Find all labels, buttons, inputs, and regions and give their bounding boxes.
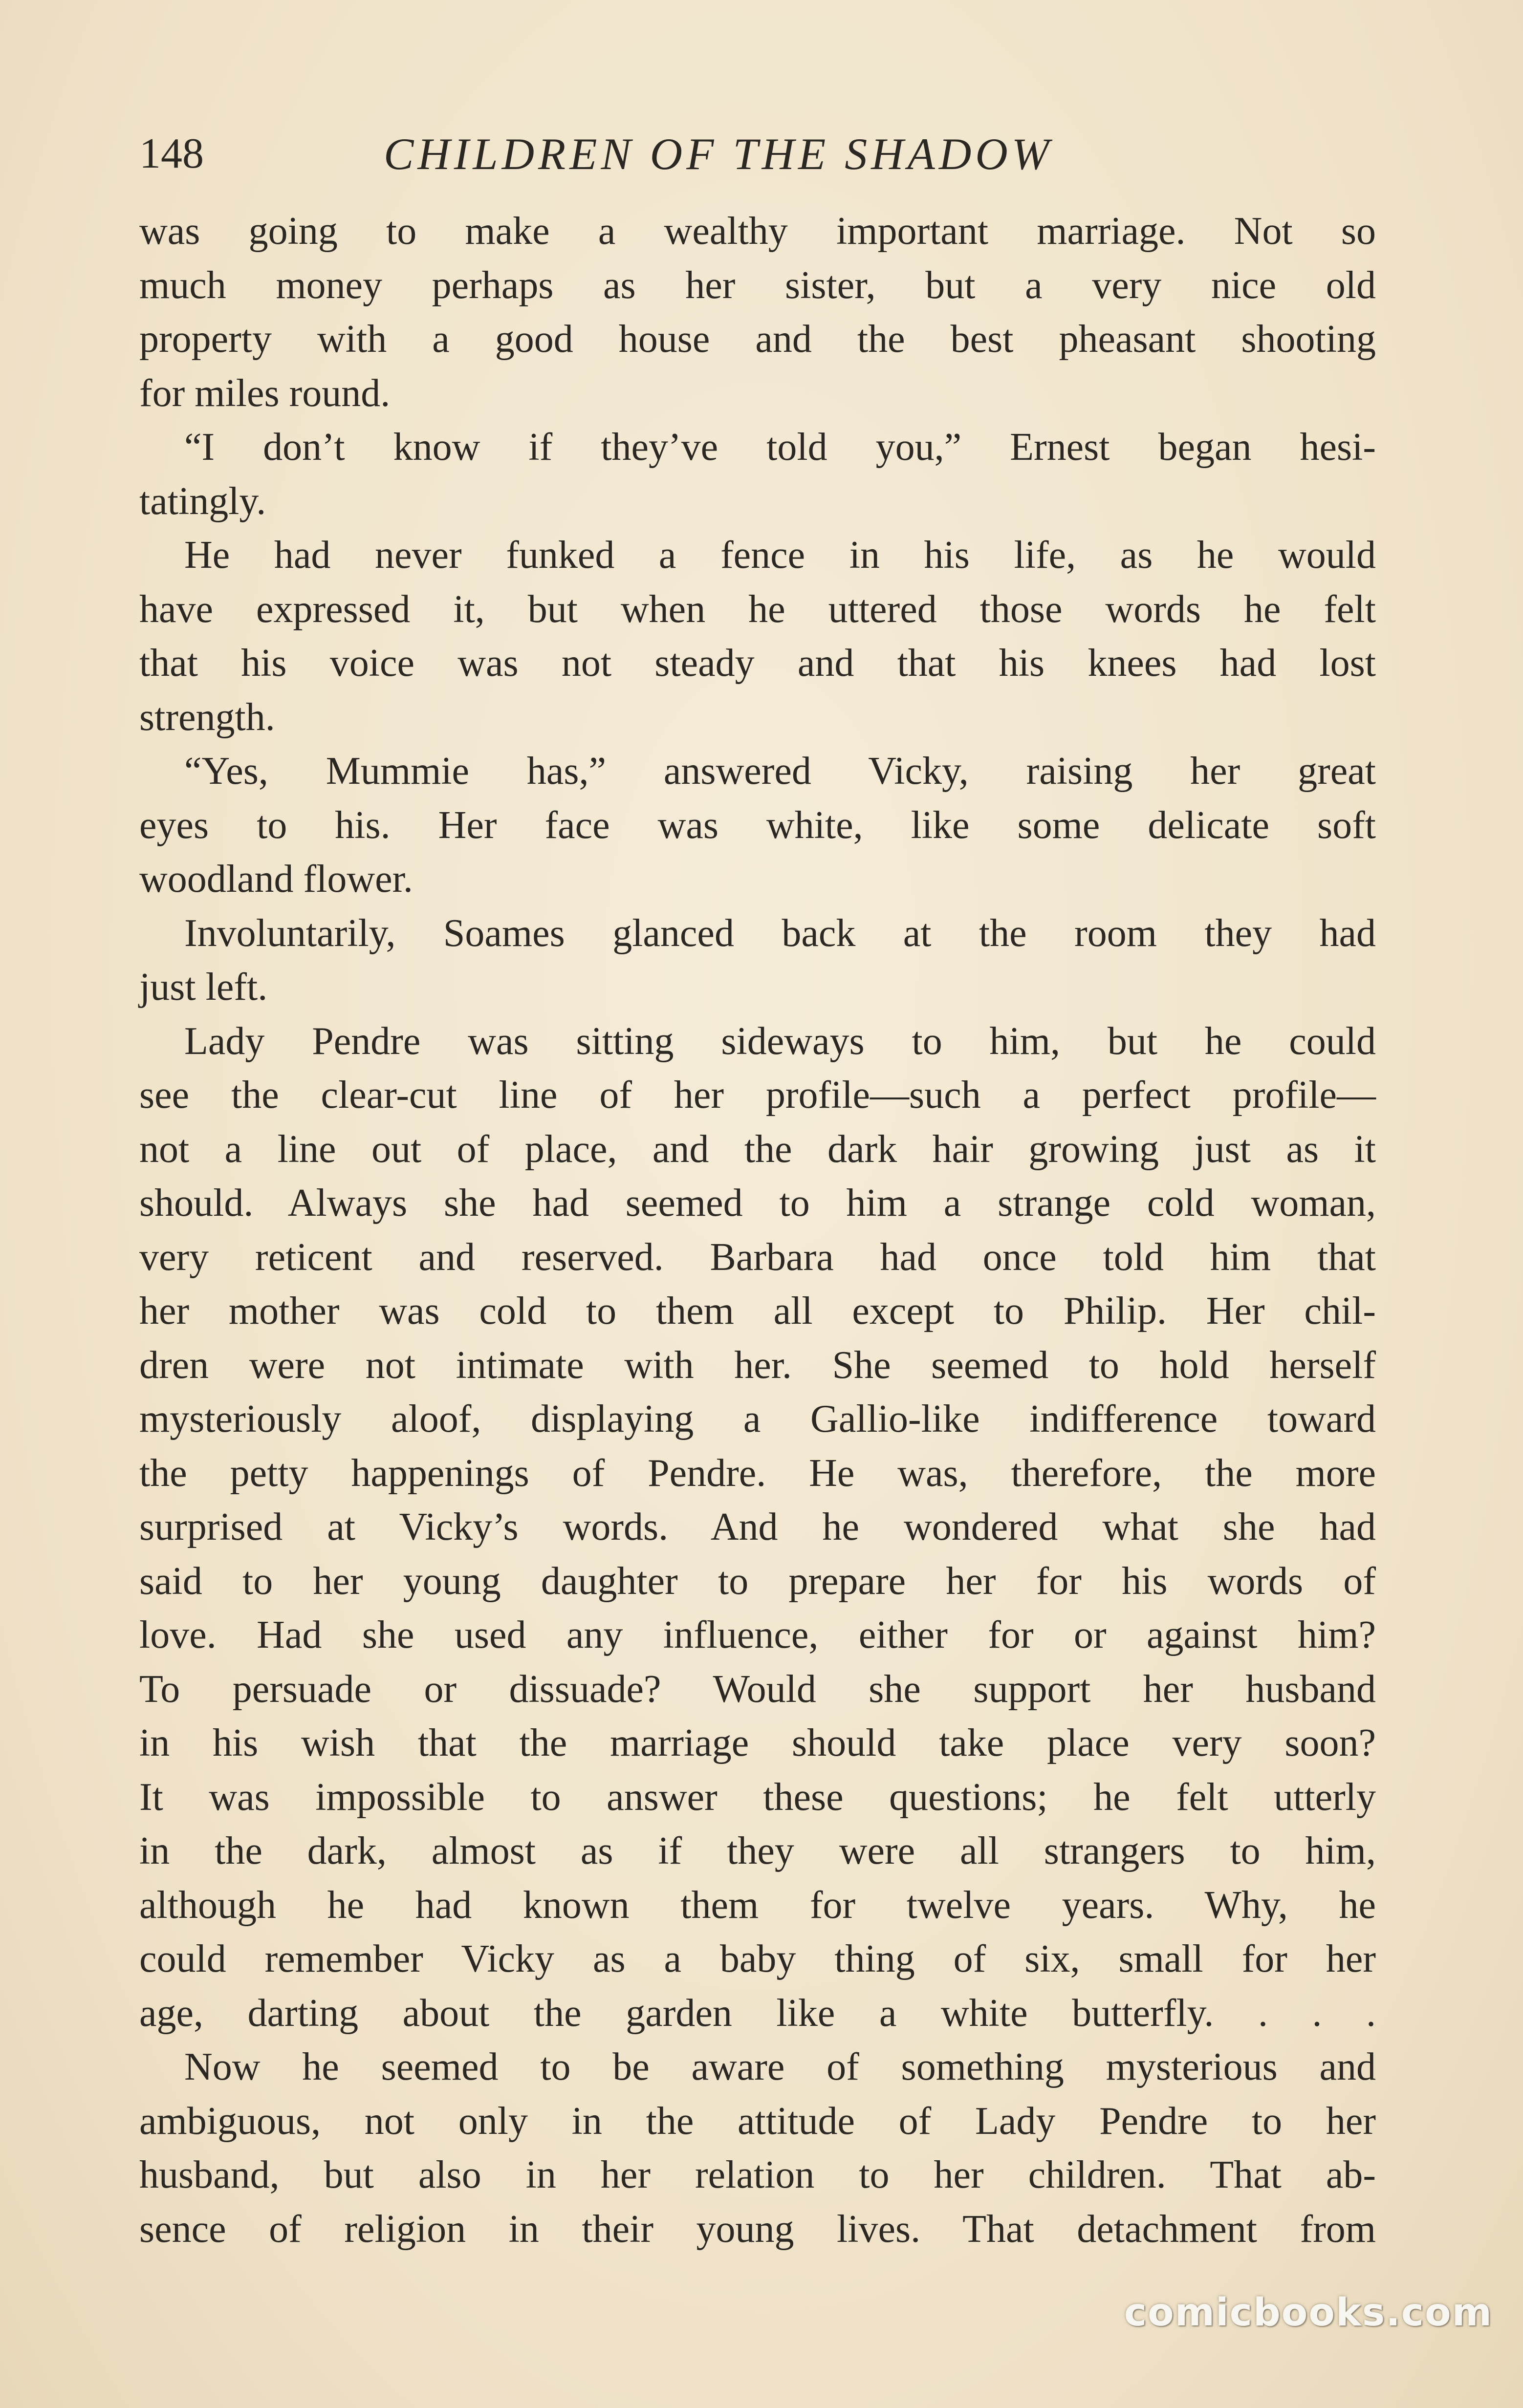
text-line: see the clear-cut line of her profile—such a perfect profile— bbox=[139, 1074, 1376, 1117]
text-line: Involuntarily, Soames glanced back at the room they had bbox=[184, 911, 1376, 955]
page-number: 148 bbox=[139, 130, 204, 177]
text-line: very reticent and reserved. Barbara had once told him that bbox=[139, 1235, 1376, 1279]
text-line: age, darting about the garden like a white butterfly. . . . bbox=[139, 1991, 1376, 2035]
text-line: although he had known them for twelve years. Why, he bbox=[139, 1883, 1376, 1927]
text-line: in his wish that the marriage should take place very soon? bbox=[139, 1721, 1376, 1764]
text-line: dren were not intimate with her. She seemed to hold herself bbox=[139, 1343, 1376, 1387]
text-line: in the dark, almost as if they were all strangers to him, bbox=[139, 1829, 1376, 1872]
text-line: was going to make a wealthy important marriage. Not so bbox=[139, 210, 1376, 253]
text-line: He had never funked a fence in his life, as he would bbox=[184, 534, 1376, 577]
text-line: sence of religion in their young lives. That detachment from bbox=[139, 2207, 1376, 2251]
text-line: her mother was cold to them all except to Philip. Her chil- bbox=[139, 1290, 1376, 1333]
text-line: To persuade or dissuade? Would she support her husband bbox=[139, 1667, 1376, 1711]
text-line: said to her young daughter to prepare her for his words of bbox=[139, 1559, 1376, 1603]
text-line: property with a good house and the best pheasant shooting bbox=[139, 318, 1376, 361]
text-line: for miles round. bbox=[139, 371, 391, 415]
text-line: woodland flower. bbox=[139, 858, 413, 901]
site-watermark: comicbooks.com bbox=[1124, 2291, 1493, 2335]
text-line: “I don’t know if they’ve told you,” Ernest began hesi- bbox=[184, 426, 1376, 469]
text-line: ambiguous, not only in the attitude of Lady Pendre to her bbox=[139, 2099, 1376, 2143]
body-text bbox=[139, 204, 1376, 2256]
text-line: have expressed it, but when he uttered those words he felt bbox=[139, 587, 1376, 631]
text-line: eyes to his. Her face was white, like some delicate soft bbox=[139, 803, 1376, 847]
text-line: not a line out of place, and the dark hair growing just as it bbox=[139, 1127, 1376, 1171]
text-line: surprised at Vicky’s words. And he wondered what she had bbox=[139, 1505, 1376, 1548]
text-line: could remember Vicky as a baby thing of six, small for her bbox=[139, 1937, 1376, 1980]
text-line: love. Had she used any influence, either for or against him? bbox=[139, 1613, 1376, 1656]
text-line: should. Always she had seemed to him a strange cold woman, bbox=[139, 1182, 1376, 1225]
text-line: strength. bbox=[139, 695, 275, 739]
text-line: much money perhaps as her sister, but a very nice old bbox=[139, 263, 1376, 307]
text-line: Now he seemed to be aware of something mysterious and bbox=[184, 2045, 1376, 2088]
text-line: It was impossible to answer these questions; he felt utterly bbox=[139, 1775, 1376, 1819]
text-line: husband, but also in her relation to her children. That ab- bbox=[139, 2153, 1376, 2196]
text-line: tatingly. bbox=[139, 479, 266, 523]
text-line: Lady Pendre was sitting sideways to him, but he could bbox=[184, 1019, 1376, 1063]
text-line: mysteriously aloof, displaying a Gallio-like indifference toward bbox=[139, 1398, 1376, 1440]
text-line: just left. bbox=[139, 966, 268, 1009]
page-header bbox=[139, 117, 1376, 181]
text-line: the petty happenings of Pendre. He was, therefore, the more bbox=[139, 1451, 1376, 1495]
text-line: “Yes, Mummie has,” answered Vicky, raising her great bbox=[184, 750, 1376, 793]
running-title: CHILDREN OF THE SHADOW bbox=[384, 129, 1053, 179]
text-line: that his voice was not steady and that his knees had lost bbox=[139, 642, 1376, 685]
